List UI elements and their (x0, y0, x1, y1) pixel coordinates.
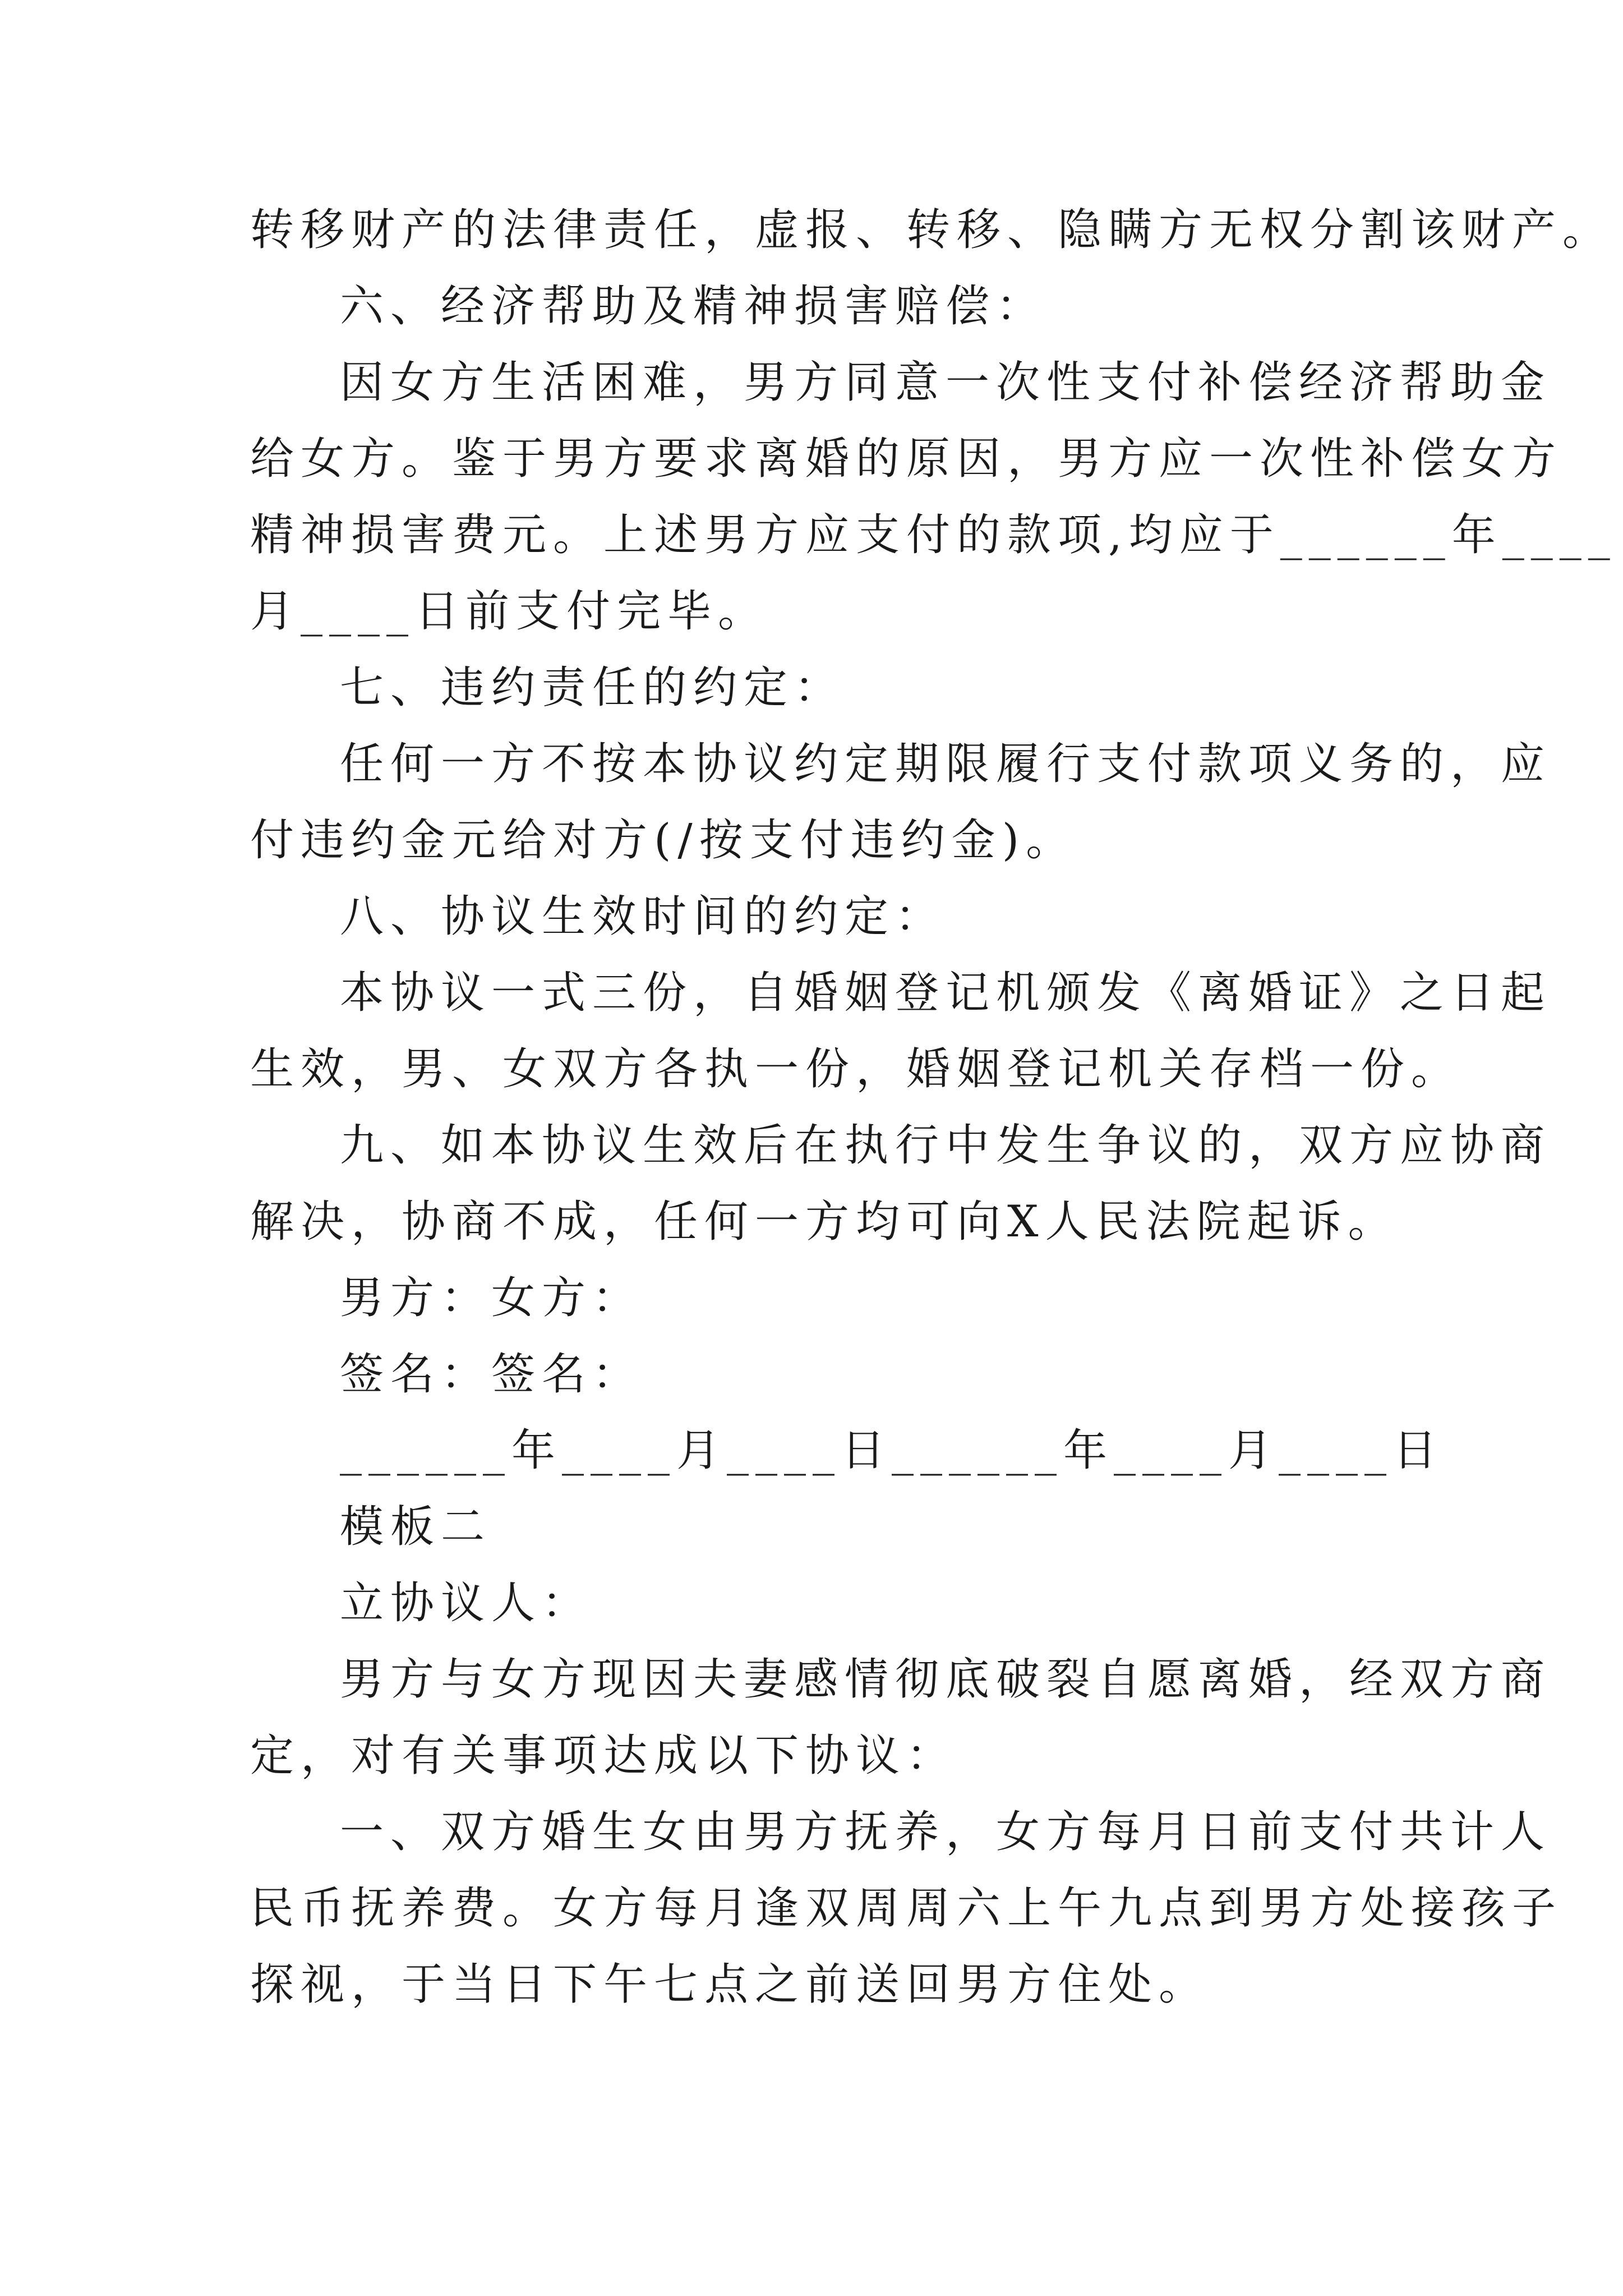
text-line: 转移财产的法律责任，虚报、转移、隐瞒方无权分割该财产。 (250, 205, 1613, 255)
section-heading: 八、协议生效时间的约定： (340, 891, 946, 942)
paragraph-line: 男方与女方现因夫妻感情彻底破裂自愿离婚，经双方商 (340, 1654, 1552, 1705)
paragraph-line: 月____日前支付完毕。 (250, 586, 769, 637)
paragraph-line: 解决，协商不成，任何一方均可向X人民法院起诉。 (250, 1197, 1399, 1247)
paragraph-line: 生效，男、女双方各执一份，婚姻登记机关存档一份。 (250, 1044, 1462, 1094)
paragraph-line: 民币抚养费。女方每月逢双周周六上午九点到男方处接孩子 (250, 1883, 1563, 1934)
paragraph-line: 任何一方不按本协议约定期限履行支付款项义务的，应 (340, 739, 1552, 789)
paragraph-line: 九、如本协议生效后在执行中发生争议的，双方应协商 (340, 1120, 1552, 1171)
date-fields: ______年____月____日______年____月____日 (340, 1425, 1444, 1476)
signature-labels: 签名：签名： (340, 1349, 643, 1400)
party-labels: 男方：女方： (340, 1273, 643, 1323)
paragraph-line: 精神损害费元。上述男方应支付的款项,均应于______年____ (250, 510, 1617, 560)
agreement-parties: 立协议人： (340, 1578, 593, 1628)
template-title: 模板二 (340, 1502, 492, 1552)
paragraph-line: 付违约金元给对方(/按支付违约金)。 (250, 815, 1077, 866)
paragraph-line: 探视，于当日下午七点之前送回男方住处。 (250, 1959, 1210, 2010)
paragraph-line: 定，对有关事项达成以下协议： (250, 1731, 957, 1781)
paragraph-line: 一、双方婚生女由男方抚养，女方每月日前支付共计人 (340, 1807, 1552, 1857)
paragraph-line: 给女方。鉴于男方要求离婚的原因，男方应一次性补偿女方 (250, 434, 1563, 484)
paragraph-line: 因女方生活困难，男方同意一次性支付补偿经济帮助金 (340, 357, 1552, 408)
section-heading: 七、违约责任的约定： (340, 662, 845, 713)
section-heading: 六、经济帮助及精神损害赔偿： (340, 281, 1047, 332)
paragraph-line: 本协议一式三份，自婚姻登记机颁发《离婚证》之日起 (340, 968, 1552, 1018)
